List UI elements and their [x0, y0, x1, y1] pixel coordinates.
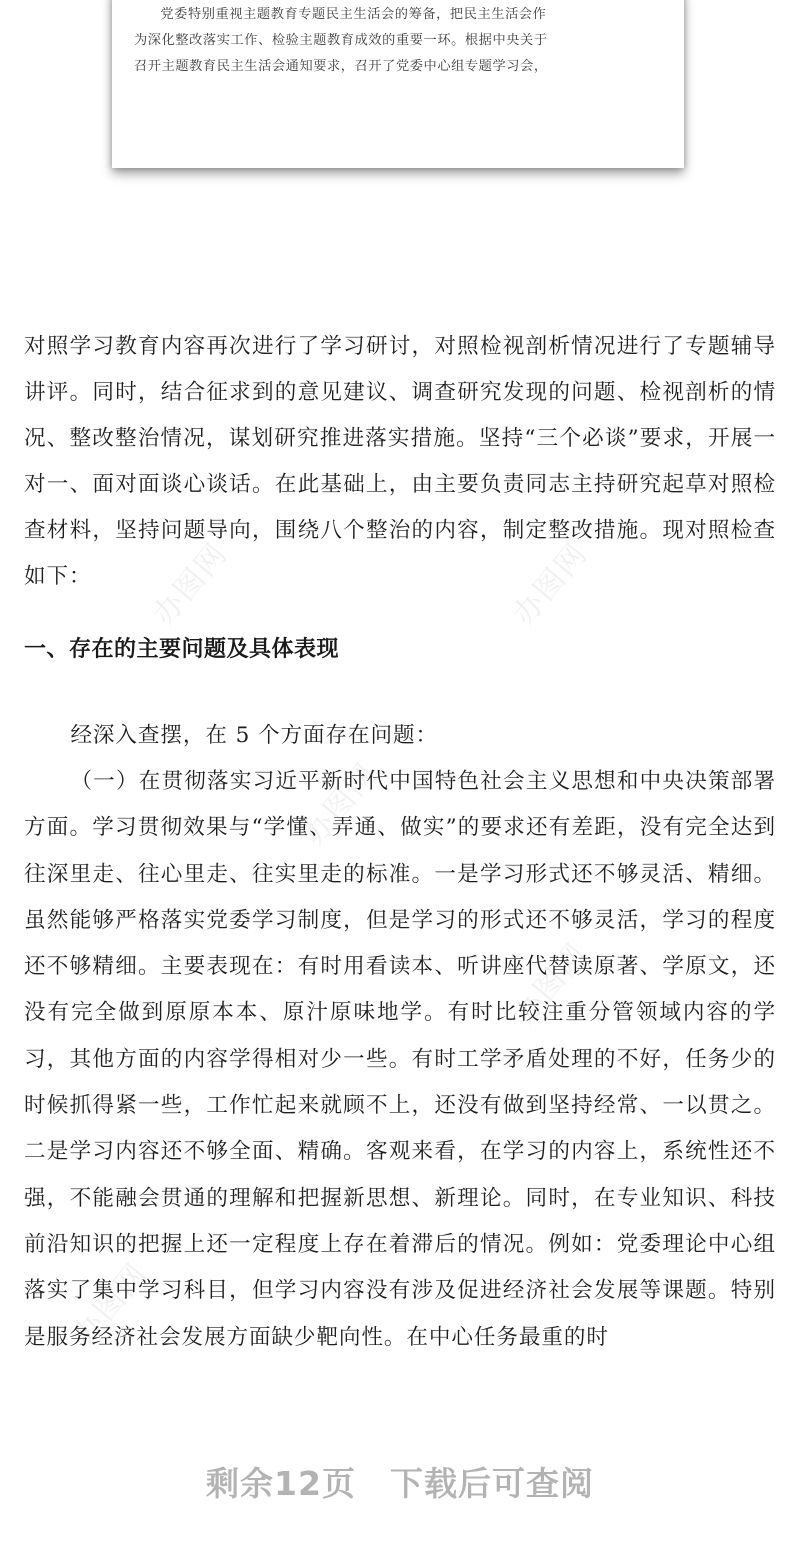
preview-line-3: 召开主题教育民主生活会通知要求，召开了党委中心组专题学习会， — [134, 59, 548, 74]
preview-text — [134, 2, 662, 80]
paragraph-text: 对照学习教育内容再次进行了学习研讨，对照检视剖析情况进行了专题辅导讲评。同时，结合征求到的意见建议、调查研究发现的问题、检视剖析的情况、整改整治情况，谋划研究推进落实措施。坚持“三个必谈”要求，开展一对一、面对面谈心谈话。在此基础上，由主要负责同志主持研究起草对照检查材料，坚持问题导向，围绕八个整治的内容，制定整改措施。现对照检查如下： — [24, 334, 776, 589]
body-paragraph-1 — [24, 324, 776, 600]
paragraph-text: （一）在贯彻落实习近平新时代中国特色社会主义思想和中央决策部署方面。学习贯彻效果与“学懂、弄通、做实”的要求还有差距，没有完全达到往深里走、往心里走、往实里走的标准。一是学习形式还不够灵活、精细。虽然能够严格落实党委学习制度，但是学习的形式还不够灵活，学习的程度还不够精细。主要表现在：有时用看读本、听讲座代替读原著、学原文，还没有完全做到原原本本、原汁原味地学。有时比较注重分管领域内容的学习，其他方面的内容学得相对少一些。有时工学矛盾处理的不好，任务少的时候抓得紧一些，工作忙起来就顾不上，还没有做到坚持经常、一以贯之。二是学习内容还不够全面、精确。客观来看，在学习的内容上，系统性还不强，不能融会贯通的理解和把握新思想、新理论。同时，在专业知识、科技前沿知识的把握上还一定程度上存在着滞后的情况。例如：党委理论中心组落实了集中学习科目，但学习内容没有涉及促进经济社会发展等课题。特别是服务经济社会发展方面缺少靶向性。在中心任务最重的时 — [24, 769, 776, 1350]
watermark: 办图网 — [506, 536, 595, 633]
watermark: 办图网 — [506, 936, 595, 1033]
watermark: 办图网 — [296, 756, 385, 853]
remaining-pages-label: 剩余12页 — [206, 1464, 356, 1503]
preview-line-2: 为深化整改落实工作、检验主题教育成效的重要一环。根据中央关于 — [134, 33, 548, 48]
watermark: 办图网 — [146, 536, 235, 633]
download-prompt[interactable] — [0, 1458, 800, 1505]
watermark: 办图网 — [66, 1256, 155, 1353]
download-label: 下载后可查阅 — [389, 1464, 594, 1503]
body-paragraph-2 — [24, 713, 776, 759]
preview-line-1: 党委特别重视主题教育专题民主生活会的筹备，把民主生活会作 — [160, 7, 547, 22]
body-paragraph-3 — [24, 759, 776, 1361]
paragraph-text: 经深入查摆，在 5 个方面存在问题： — [70, 723, 439, 748]
preview-card — [112, 0, 684, 168]
section-heading: 一、存在的主要问题及具体表现 — [24, 637, 340, 662]
